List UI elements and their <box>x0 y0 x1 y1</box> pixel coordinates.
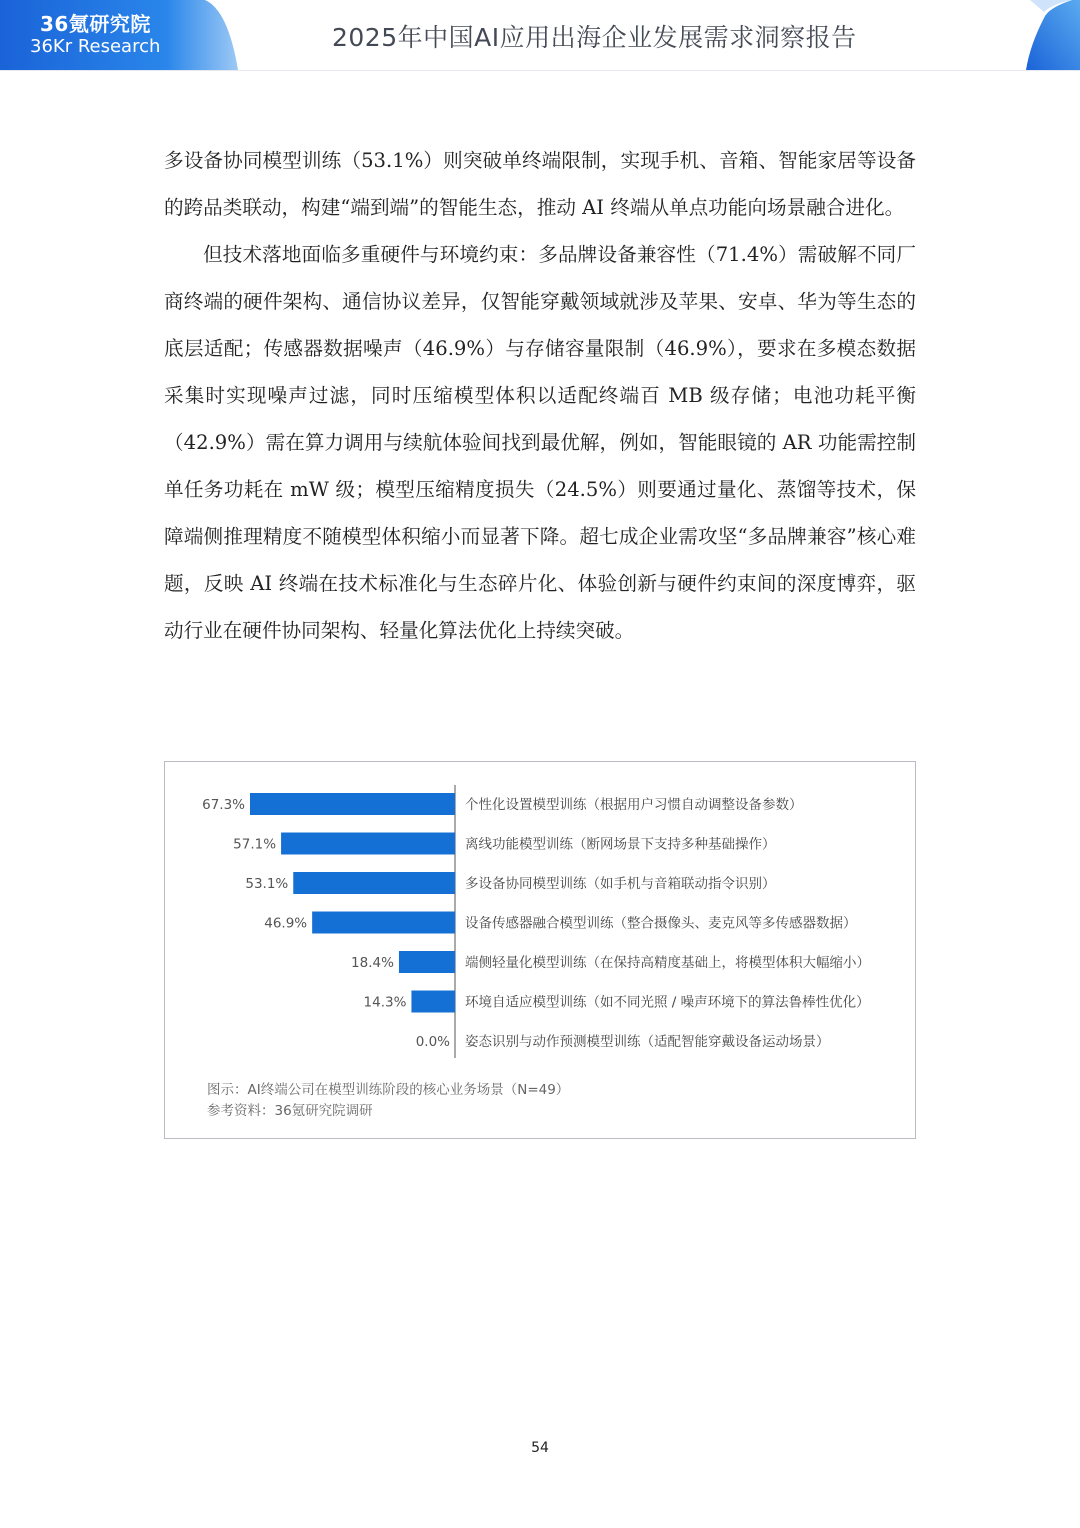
paragraph-2: 但技术落地面临多重硬件与环境约束：多品牌设备兼容性（71.4%）需破解不同厂商终端的硬件架构、通信协议差异，仅智能穿戴领域就涉及苹果、安卓、华为等生态的底层适配；传感器数据噪声（46.9%）与存储容量限制（46.9%），要求在多模态数据采集时实现噪声过滤，同时压缩模型体积以适配终端百 MB 级存储；电池功耗平衡（42.9%）需在算力调用与续航体验间找到最优解，例如，智能眼镜的 AR 功能需控制单任务功耗在 mW 级；模型压缩精度损失（24.5%）则要通过量化、蒸馏等技术，保障端侧推理精度不随模型体积缩小而显著下降。超七成企业需攻坚“多品牌兼容”核心难题，反映 AI 终端在技术标准化与生态碎片化、体验创新与硬件约束间的深度博弈，驱动行业在硬件协同架构、轻量化算法优化上持续突破。 <box>164 243 916 642</box>
page-header <box>0 0 1080 71</box>
chart-category-label: 个性化设置模型训练（根据用户习惯自动调整设备参数） <box>465 797 803 813</box>
chart-value-label: 46.9% <box>264 915 308 932</box>
logo-english-name: 36Kr Research <box>30 36 161 57</box>
chart-category-label: 端侧轻量化模型训练（在保持高精度基础上，将模型体积大幅缩小） <box>465 955 870 971</box>
chart-caption-block <box>207 1080 569 1122</box>
chart-category-label: 多设备协同模型训练（如手机与音箱联动指令识别） <box>465 876 776 892</box>
chart-category-label: 离线功能模型训练（断网场景下支持多种基础操作） <box>465 836 776 853</box>
brand-logo-band <box>0 0 240 70</box>
chart-bar <box>411 991 455 1013</box>
chart-source: 参考资料：36氪研究院调研 <box>207 1103 373 1119</box>
report-title: 2025年中国AI应用出海企业发展需求洞察报告 <box>332 23 857 52</box>
corner-accent-shape <box>1000 0 1080 70</box>
chart-bar <box>312 912 455 934</box>
bar-chart-figure <box>164 761 916 1139</box>
chart-bar <box>399 951 455 973</box>
chart-value-label: 67.3% <box>202 797 245 813</box>
chart-caption: 图示：AI终端公司在模型训练阶段的核心业务场景（N=49） <box>207 1082 570 1098</box>
logo-chinese-name: 36氪研究院 <box>40 12 151 36</box>
chart-value-label: 0.0% <box>415 1034 450 1050</box>
chart-value-label: 18.4% <box>351 955 394 971</box>
body-text <box>164 137 916 654</box>
paragraph-1: 多设备协同模型训练（53.1%）则突破单终端限制，实现手机、音箱、智能家居等设备的跨品类联动，构建“端到端”的智能生态，推动 AI 终端从单点功能向场景融合进化。 <box>164 149 916 219</box>
chart-value-label: 53.1% <box>245 876 289 892</box>
chart-bar <box>293 872 455 894</box>
chart-category-label: 环境自适应模型训练（如不同光照 / 噪声环境下的算法鲁棒性优化） <box>465 994 870 1011</box>
chart-value-label: 57.1% <box>233 836 277 853</box>
chart-bar <box>281 833 455 855</box>
chart-category-label: 设备传感器融合模型训练（整合摄像头、麦克风等多传感器数据） <box>465 915 857 932</box>
chart-bar <box>250 793 455 815</box>
chart-category-label: 姿态识别与动作预测模型训练（适配智能穿戴设备运动场景） <box>465 1034 830 1050</box>
chart-value-label: 14.3% <box>363 994 407 1011</box>
page-number: 54 <box>531 1440 549 1456</box>
